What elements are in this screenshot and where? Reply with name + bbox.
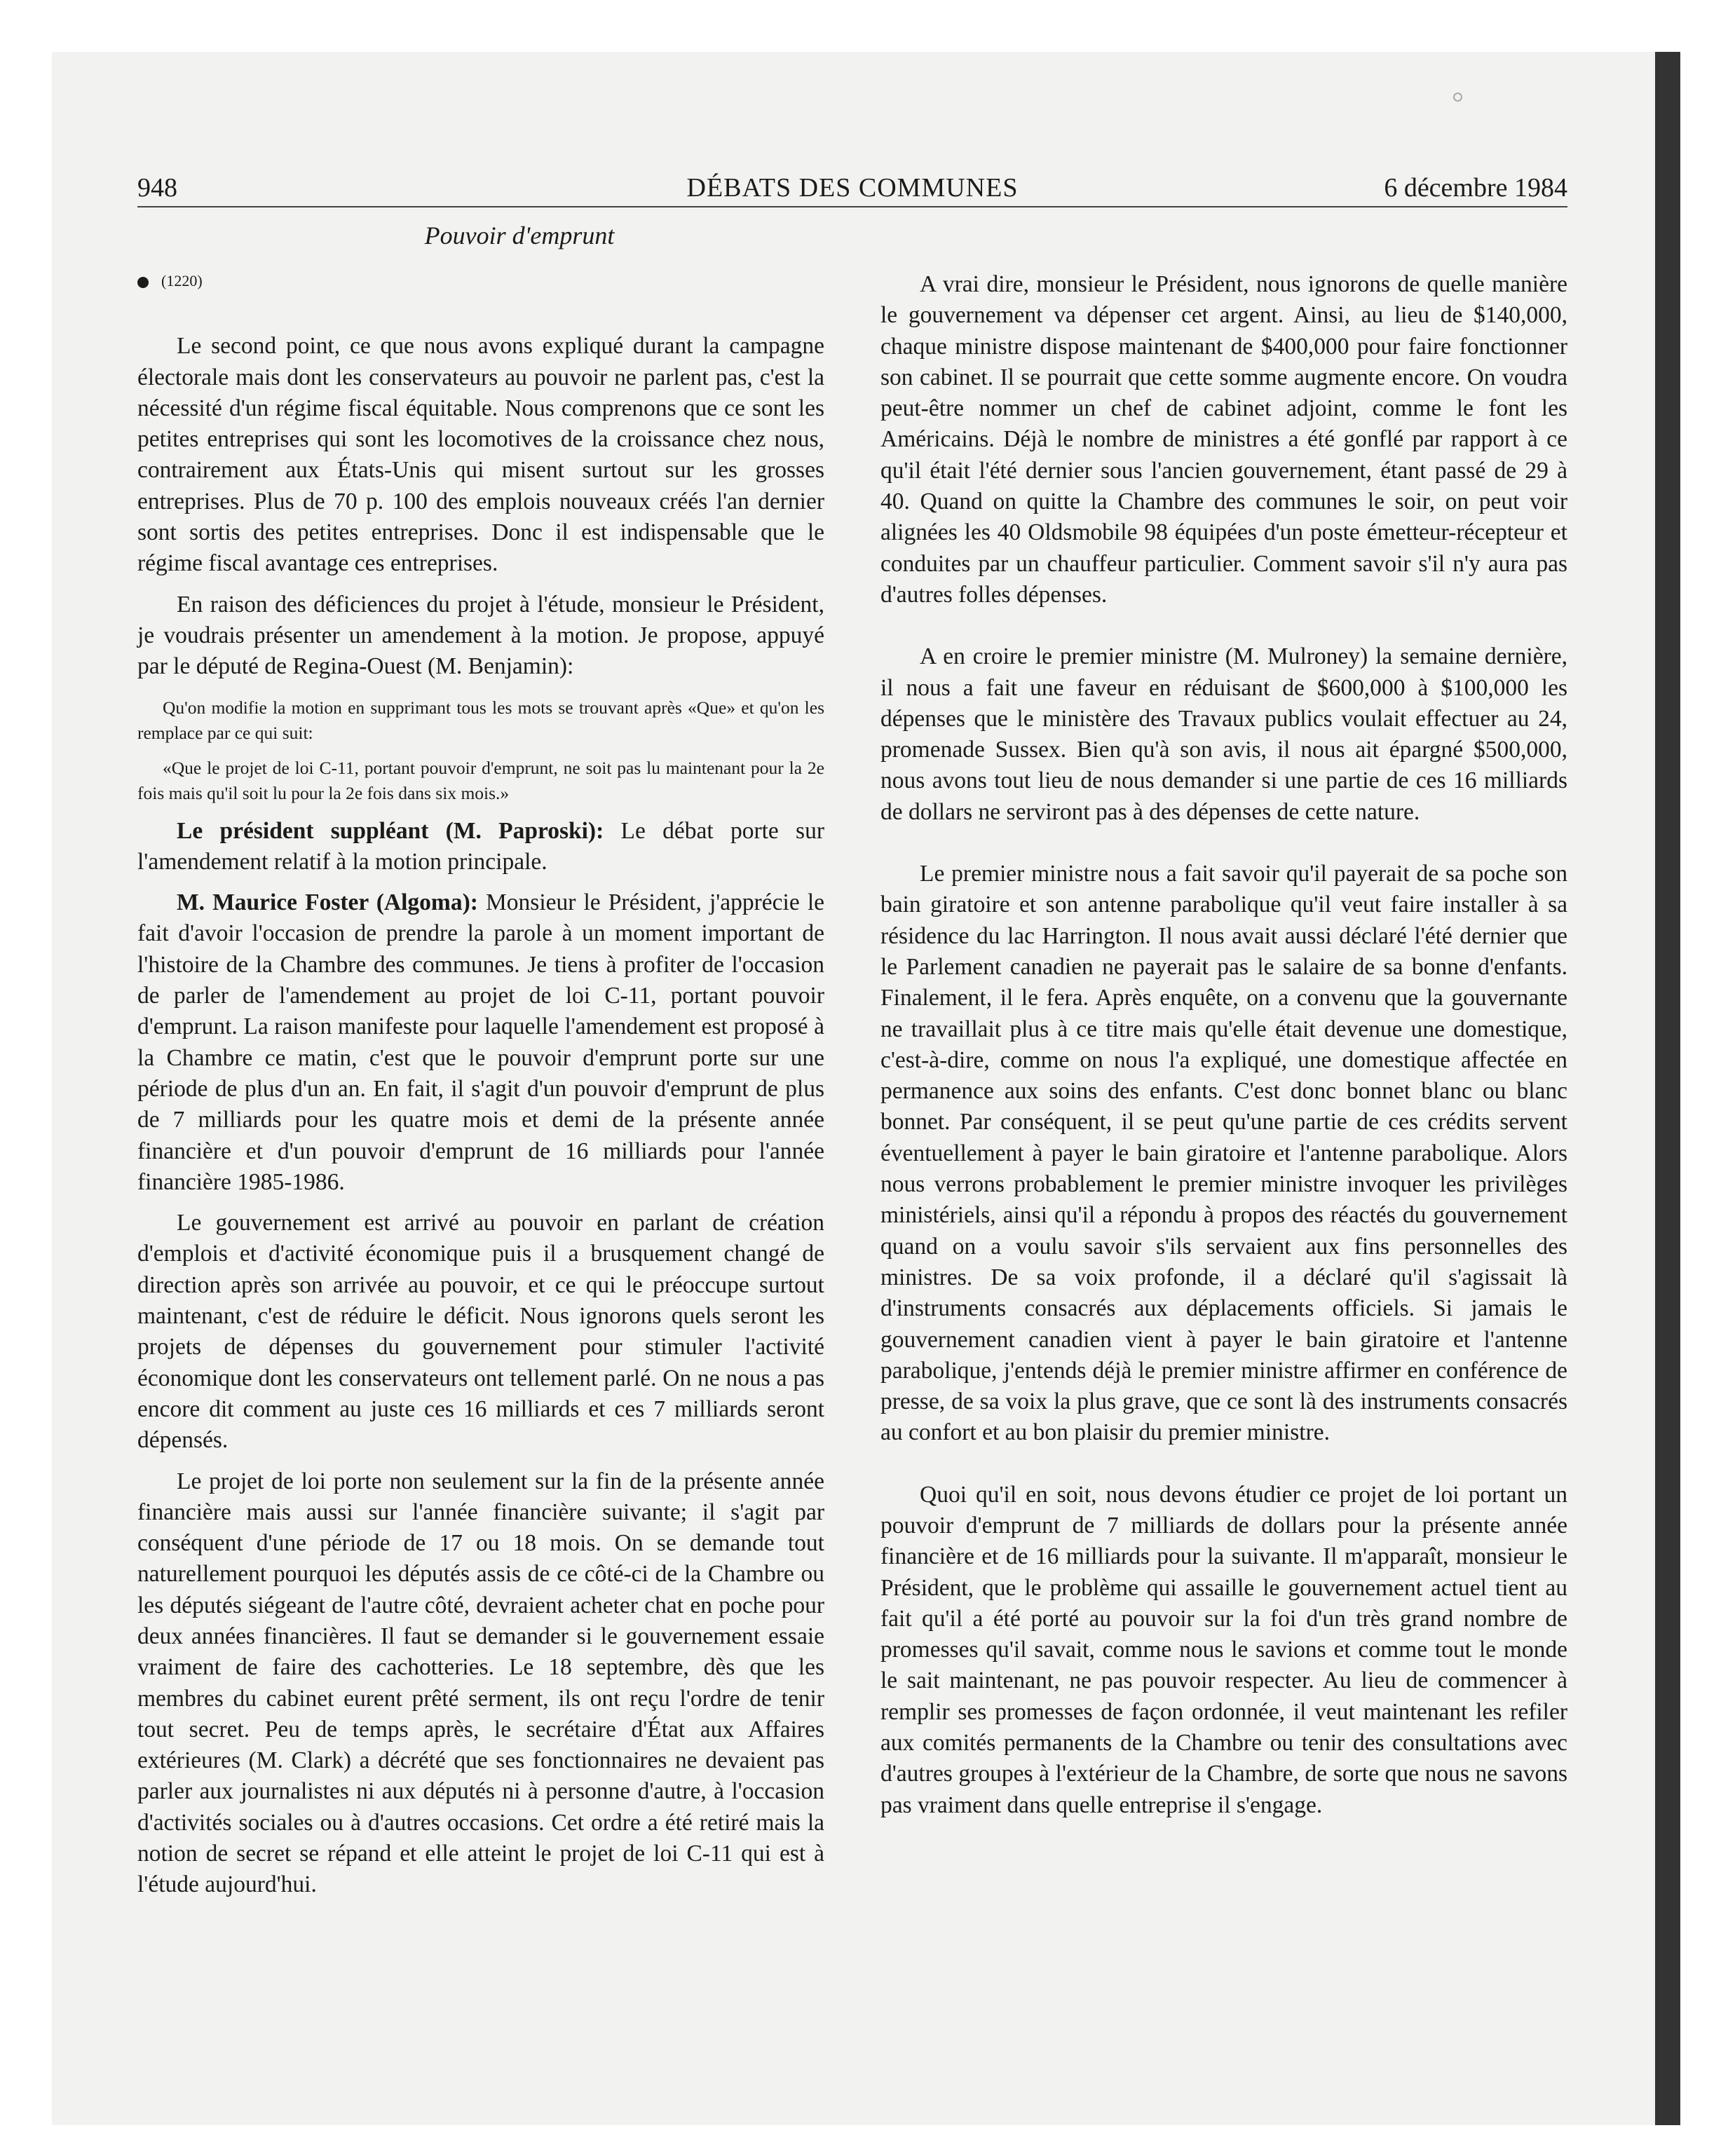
paragraph: Le premier ministre nous a fait savoir qu'il payerait de sa poche son bain giratoire et son antenne parabolique qu'il veut faire installer à sa résidence du lac Harrington. Il nous avait aussi déclaré l'été dernier que le Parlement canadien ne payerait pas le salaire de sa bonne d'enfants. Finalement, il le fera. Après enquête, on a convenu que la gouvernante ne travaillait plus à ce titre mais qu'elle était devenue une domestique, c'est-à-dire, comme on nous l'a expliqué, une domestique affectée en permanence aux soins des enfants. C'est donc bonnet blanc ou blanc bonnet. Par conséquent, il se peut qu'une partie de ces crédits servent éventuellement à payer le bain giratoire et l'antenne parabolique. Alors nous verrons probablement le premier ministre invoquer les privilèges ministériels, ainsi qu'il a répondu à propos des réactés du gouvernement quand on a voulu savoir s'ils servaient aux fins personnelles des ministres. De sa voix profonde, il a déclaré qu'il s'agissait là d'instruments consacrés aux déplacements officiels. Si jamais le gouvernement canadien vient à payer le bain giratoire et l'antenne parabolique, j'entends déjà le premier ministre affirmer en conférence de presse, de sa voix la plus grave, que ce sont là des instruments consacrés au confort et au bon plaisir du premier ministre. (880, 861, 1567, 1446)
speech-text: Monsieur le Président, j'apprécie le fait d'avoir l'occasion de prendre la parole à un moment important de l'histoire de la Chambre des communes. Je tiens à profiter de l'occasion de parler de l'amendement au projet de loi C-11, portant pouvoir d'emprunt. La raison manifeste pour laquelle l'amendement est proposé à la Chambre ce matin, c'est que le pouvoir d'emprunt porte sur une période de plus d'un an. En fait, il s'agit d'un pouvoir d'emprunt de plus de 7 milliards pour les quatre mois et demi de la présente année financière et d'un pouvoir d'emprunt de 16 milliards pour l'année financière 1985-1986. (137, 889, 824, 1195)
publication-title: DÉBATS DES COMMUNES (686, 173, 1019, 203)
left-column (137, 217, 824, 1901)
paragraph: Quoi qu'il en soit, nous devons étudier ce projet de loi portant un pouvoir d'emprunt de 7 milliards de dollars pour la présente année financière et de 16 milliards pour la suivante. Il m'apparaît, monsieur le Président, que le problème qui assaille le gouvernement actuel tient au fait qu'il a été porté au pouvoir sur la foi d'un très grand nombre de promesses qu'il savait, comme nous le savions et comme tout le monde le sait maintenant, ne pas pouvoir respecter. Au lieu de commencer à remplir ses promesses de façon ordonnée, il veut maintenant les refiler aux comités permanents de la Chambre ou tenir des consultations avec d'autres groupes à l'extérieur de la Chambre, de sorte que nous ne savons pas vraiment dans quelle entreprise il s'engage. (880, 1481, 1567, 1818)
time-marker (137, 271, 824, 292)
paragraph: Le gouvernement est arrivé au pouvoir en parlant de création d'emplois et d'activité économique puis il a brusquement changé de direction après son arrivée au pouvoir, et ce qui le préoccupe surtout maintenant, c'est de réduire le déficit. Nous ignorons quels seront les projets de dépenses du gouvernement pour stimuler l'activité économique dont les conservateurs ont tellement parlé. On ne nous a pas encore dit comment au juste ces 16 milliards et ces 7 milliards seront dépensés. (137, 1210, 824, 1454)
paragraph: A en croire le premier ministre (M. Mulroney) la semaine dernière, il nous a fait une faveur en réduisant de $600,000 à $100,000 les dépenses que le ministère des Travaux publics voulait effectuer au 24, promenade Sussex. Bien qu'à son avis, il nous ait épargné $500,000, nous avons tout lieu de nous demander si une partie de ces 16 milliards de dollars ne serviront pas à des dépenses de cette nature. (880, 643, 1567, 825)
motion-quote: «Que le projet de loi C-11, portant pouvoir d'emprunt, ne soit pas lu maintenant pour la 2e fois mais qu'il soit lu pour la 2e fois dans six mois.» (137, 757, 824, 803)
paragraph: Le second point, ce que nous avons expliqué durant la campagne électorale mais dont les conservateurs au pouvoir ne parlent pas, c'est la nécessité d'un régime fiscal équitable. Nous comprenons que ce sont les petites entreprises qui sont les locomotives de la croissance chez nous, contrairement aux États-Unis qui misent surtout sur les grosses entreprises. Plus de 70 p. 100 des emplois nouveaux créés l'an dernier sont sortis des petites entreprises. Donc il est indispensable que le régime fiscal avantage ces entreprises. (137, 333, 824, 577)
page-header (137, 170, 1567, 207)
scan-speck (1453, 93, 1462, 102)
speaker-name: Le président suppléant (M. Paproski): (177, 817, 604, 844)
speech-paragraph (137, 887, 824, 1198)
section-title: Pouvoir d'emprunt (424, 221, 615, 250)
right-column (880, 269, 1567, 1821)
motion-text: Qu'on modifie la motion en supprimant tous les mots se trouvant après «Que» et qu'on les remplace par ce qui suit: (137, 697, 824, 743)
paragraph: A vrai dire, monsieur le Président, nous ignorons de quelle manière le gouvernement va dépenser cet argent. Ainsi, au lieu de $140,000, chaque ministre dispose maintenant de $400,000 pour faire fonctionner son cabinet. Il se pourrait que cette somme augmente encore. On voudra peut-être nommer un chef de cabinet adjoint, comme le font les Américains. Déjà le nombre de ministres a été gonflé par rapport à ce qu'il était l'été dernier sous l'ancien gouvernement, étant passé de 29 à 40. Quand on quitte la Chambre des communes le soir, on peut voir alignées les 40 Oldsmobile 98 équipées d'un poste émetteur-récepteur et conduites par un chauffeur particulier. Comment savoir s'il n'y aura pas d'autres folles dépenses. (880, 271, 1567, 608)
bullet-icon (137, 277, 149, 288)
scan-edge-bar (1655, 52, 1680, 2125)
paragraph: Le projet de loi porte non seulement sur la fin de la présente année financière mais aussi sur l'année financière suivante; il s'agit par conséquent d'une période de 17 ou 18 mois. On se demande tout naturellement pourquoi les députés assis de ce côté-ci de la Chambre ou les députés siégeant de l'autre côté, devraient acheter chat en poche pour deux années financières. Il faut se demander si le gouvernement essaie vraiment de faire des cachotteries. Le 18 septembre, dès que les membres du cabinet eurent prêté serment, ils ont reçu l'ordre de tenir tout secret. Peu de temps après, le secrétaire d'État aux Affaires extérieures (M. Clark) a décrété que ses fonctionnaires ne devaient pas parler aux journalistes ni aux députés ni à personne d'autre, à l'occasion d'activités sociales ou à d'autres occasions. Cet ordre a été retiré mais la notion de secret se répand et elle atteint le projet de loi C-11 qui est à l'étude aujourd'hui. (137, 1468, 824, 1898)
speech-text: Le débat porte sur l'amendement relatif à la motion principale. (137, 817, 824, 875)
issue-date: 6 décembre 1984 (1384, 173, 1567, 203)
page-number: 948 (137, 173, 177, 203)
speaker-name: M. Maurice Foster (Algoma): (177, 889, 478, 916)
time-marker-text: (1220) (161, 272, 203, 290)
paragraph: En raison des déficiences du projet à l'étude, monsieur le Président, je voudrais présenter un amendement à la motion. Je propose, appuyé par le député de Regina-Ouest (M. Benjamin): (137, 591, 824, 680)
speech-paragraph (137, 816, 824, 878)
